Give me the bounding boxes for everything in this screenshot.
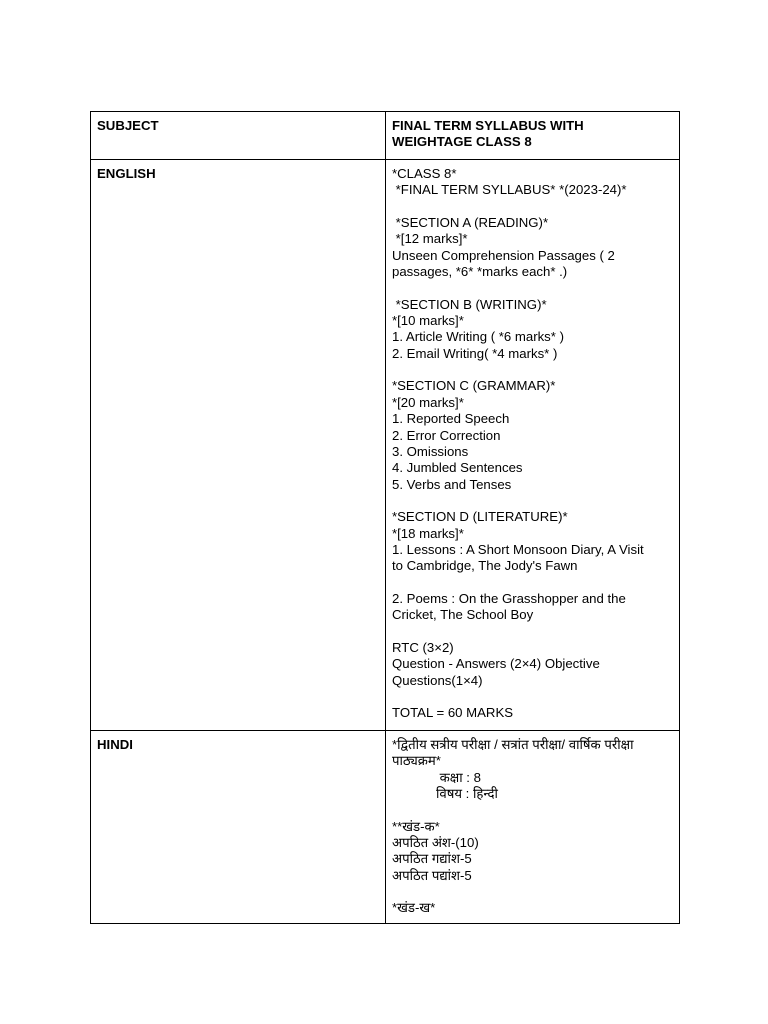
syllabus-line: पाठ्यक्रम* (392, 753, 441, 769)
syllabus-line: *SECTION C (GRAMMAR)* (392, 378, 556, 394)
syllabus-line: 4. Jumbled Sentences (392, 460, 523, 476)
subject-label: ENGLISH (97, 166, 156, 181)
syllabus-line (392, 689, 673, 705)
syllabus-line: *SECTION A (READING)* (392, 215, 549, 231)
syllabus-line: TOTAL = 60 MARKS (392, 705, 514, 721)
syllabus-line: 2. Error Correction (392, 427, 501, 443)
syllabus-line (392, 362, 673, 378)
syllabus-line: *[20 marks]* (392, 394, 464, 410)
syllabus-line: **खंड-क* (392, 818, 440, 834)
syllabus-line (392, 624, 673, 640)
syllabus-line: Unseen Comprehension Passages ( 2 (392, 247, 615, 263)
syllabus-line (392, 199, 673, 215)
header-syllabus-line: FINAL TERM SYLLABUS WITH (392, 118, 584, 133)
syllabus-line: *द्वितीय सत्रीय परीक्षा / सत्रांत परीक्षा/ वार्षिक परीक्षा (392, 737, 634, 752)
syllabus-line (392, 280, 673, 296)
syllabus-line: *[10 marks]* (392, 313, 464, 329)
content-lines (392, 737, 673, 917)
syllabus-line: RTC (3×2) (392, 639, 454, 655)
syllabus-cell-hindi (386, 731, 680, 924)
syllabus-line: *[18 marks]* (392, 525, 464, 541)
syllabus-line: *SECTION D (LITERATURE)* (392, 509, 568, 525)
syllabus-line: *FINAL TERM SYLLABUS* *(2023-24)* (392, 182, 627, 198)
syllabus-line: 2. Poems : On the Grasshopper and the (392, 590, 626, 606)
syllabus-line (392, 884, 673, 900)
header-subject: SUBJECT (97, 118, 159, 133)
syllabus-line: अपठित पद्यांश-5 (392, 867, 472, 883)
header-subject-cell (91, 112, 386, 160)
syllabus-line: *SECTION B (WRITING)* (392, 296, 547, 312)
syllabus-line: Questions(1×4) (392, 672, 483, 688)
syllabus-table (90, 111, 680, 924)
syllabus-line (392, 802, 673, 818)
syllabus-line: 1. Lessons : A Short Monsoon Diary, A Visit (392, 541, 644, 557)
syllabus-line (392, 575, 673, 591)
subject-label: HINDI (97, 737, 133, 752)
syllabus-line: passages, *6* *marks each* .) (392, 264, 568, 280)
syllabus-line: to Cambridge, The Jody's Fawn (392, 558, 578, 574)
syllabus-line: 1. Reported Speech (392, 411, 510, 427)
syllabus-line: *[12 marks]* (392, 231, 468, 247)
syllabus-cell-english (386, 160, 680, 731)
content-lines (392, 166, 673, 722)
table-header-row (91, 112, 680, 160)
syllabus-line: Cricket, The School Boy (392, 607, 534, 623)
syllabus-line: 3. Omissions (392, 443, 469, 459)
syllabus-line: Question - Answers (2×4) Objective (392, 656, 600, 672)
syllabus-line: *CLASS 8* (392, 166, 457, 181)
syllabus-line: 5. Verbs and Tenses (392, 476, 512, 492)
header-syllabus-cell (386, 112, 680, 160)
syllabus-line: कक्षा : 8 (392, 769, 481, 785)
syllabus-line: अपठित गद्यांश-5 (392, 851, 472, 867)
syllabus-line: *खंड-ख* (392, 900, 436, 916)
syllabus-line: 1. Article Writing ( *6 marks* ) (392, 329, 564, 345)
table-row (91, 731, 680, 924)
header-syllabus-line: WEIGHTAGE CLASS 8 (392, 134, 532, 150)
table-row (91, 160, 680, 731)
syllabus-line (392, 493, 673, 509)
subject-cell-english (91, 160, 386, 731)
syllabus-line: विषय : हिन्दी (392, 786, 498, 802)
syllabus-line: 2. Email Writing( *4 marks* ) (392, 345, 558, 361)
subject-cell-hindi (91, 731, 386, 924)
syllabus-line: अपठित अंश-(10) (392, 835, 479, 851)
